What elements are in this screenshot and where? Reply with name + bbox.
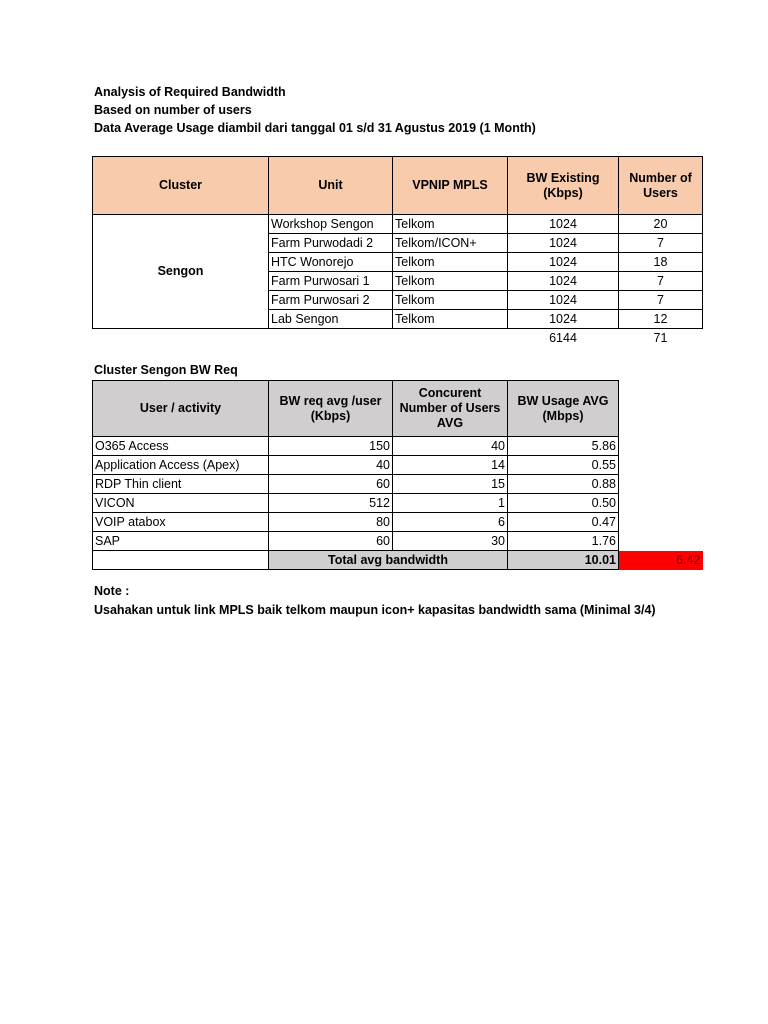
users-cell: 30 [393,532,508,551]
bw-req-cell: 512 [269,494,393,513]
header-number-users: Number of Users [619,157,703,215]
table-row [93,513,703,532]
unit-cell: HTC Wonorejo [269,253,393,272]
header-cluster: Cluster [93,157,269,215]
users-cell: 15 [393,475,508,494]
usage-cell: 0.47 [508,513,619,532]
total-avg-label: Total avg bandwidth [269,551,508,570]
users-cell: 20 [619,215,703,234]
bw-cell: 1024 [508,234,619,253]
bandwidth-requirement-table [92,380,703,570]
activity-cell: SAP [93,532,269,551]
vpnip-cell: Telkom [393,272,508,291]
activity-cell: O365 Access [93,437,269,456]
header-bw-existing: BW Existing (Kbps) [508,157,619,215]
users-cell: 40 [393,437,508,456]
table-row [93,532,703,551]
table-row [93,475,703,494]
empty-cell [269,329,393,348]
usage-cell: 0.50 [508,494,619,513]
bw-req-cell: 60 [269,532,393,551]
empty-cell [619,532,703,551]
total-bw: 6144 [549,330,577,345]
heading-based-on: Based on number of users [94,103,252,117]
heading-analysis: Analysis of Required Bandwidth [94,85,286,99]
empty-cell [93,329,269,348]
header-bw-req: BW req avg /user (Kbps) [269,381,393,437]
activity-cell: RDP Thin client [93,475,269,494]
users-cell: 7 [619,272,703,291]
bw-cell: 1024 [508,291,619,310]
users-cell: 1 [393,494,508,513]
usage-cell: 5.86 [508,437,619,456]
total-avg-value: 10.01 [508,551,619,570]
vpnip-cell: Telkom [393,291,508,310]
users-cell: 18 [619,253,703,272]
table-header-row [93,157,703,215]
empty-cell [619,381,703,437]
bw-req-cell: 80 [269,513,393,532]
usage-cell: 0.88 [508,475,619,494]
bandwidth-existing-table [92,156,703,347]
bw-cell: 1024 [508,253,619,272]
vpnip-cell: Telkom/ICON+ [393,234,508,253]
bw-req-cell: 150 [269,437,393,456]
users-cell: 7 [619,234,703,253]
unit-cell: Farm Purwosari 2 [269,291,393,310]
unit-cell: Workshop Sengon [269,215,393,234]
empty-cell [93,551,269,570]
users-cell: 6 [393,513,508,532]
table-row [93,437,703,456]
vpnip-cell: Telkom [393,310,508,329]
bw-req-cell: 40 [269,456,393,475]
note-text: Usahakan untuk link MPLS baik telkom maupun icon+ kapasitas bandwidth sama (Minimal 3/4) [94,603,656,617]
empty-cell [619,475,703,494]
usage-cell: 0.55 [508,456,619,475]
activity-cell: VICON [93,494,269,513]
empty-cell [393,329,508,348]
empty-cell [619,456,703,475]
vpnip-cell: Telkom [393,215,508,234]
heading-data-period: Data Average Usage diambil dari tanggal 01 s/d 31 Agustus 2019 (1 Month) [94,121,536,135]
highlight-value: 6.42 [619,551,703,570]
total-users: 71 [653,330,668,345]
header-vpnip: VPNIP MPLS [393,157,508,215]
cluster-bw-req-title: Cluster Sengon BW Req [94,363,238,377]
empty-cell [619,513,703,532]
note-title: Note : [94,584,130,598]
bw-req-cell: 60 [269,475,393,494]
table-row [93,215,703,234]
header-user-activity: User / activity [93,381,269,437]
users-cell: 14 [393,456,508,475]
bw-cell: 1024 [508,215,619,234]
empty-cell [619,494,703,513]
header-concurrent-users: Concurent Number of Users AVG [393,381,508,437]
activity-cell: Application Access (Apex) [93,456,269,475]
empty-cell [619,437,703,456]
bw-cell: 1024 [508,272,619,291]
unit-cell: Lab Sengon [269,310,393,329]
vpnip-cell: Telkom [393,253,508,272]
activity-cell: VOIP atabox [93,513,269,532]
users-cell: 12 [619,310,703,329]
table-row [93,456,703,475]
total-row [93,551,703,570]
unit-cell: Farm Purwodadi 2 [269,234,393,253]
table-row [93,494,703,513]
cluster-name: Sengon [93,215,269,329]
usage-cell: 1.76 [508,532,619,551]
header-unit: Unit [269,157,393,215]
users-cell: 7 [619,291,703,310]
bw-cell: 1024 [508,310,619,329]
table-header-row [93,381,703,437]
total-row [93,329,703,348]
unit-cell: Farm Purwosari 1 [269,272,393,291]
header-bw-usage: BW Usage AVG (Mbps) [508,381,619,437]
